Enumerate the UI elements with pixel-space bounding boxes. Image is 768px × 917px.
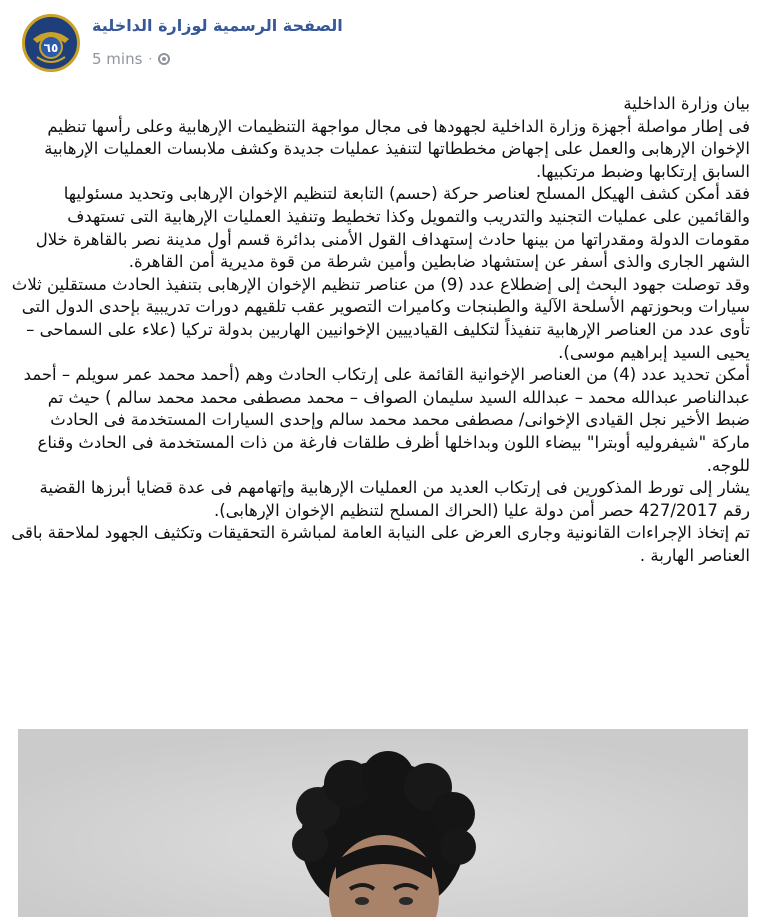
globe-icon[interactable]: [158, 53, 170, 65]
suspect-portrait-image: [18, 729, 748, 917]
post-meta: [92, 50, 170, 68]
post-body: [10, 93, 750, 567]
post-paragraph: أمكن تحديد عدد (4) من العناصر الإخوانية القائمة على إرتكاب الحادث وهم (أحمد محمد عمر سويلم – أحمد عبدالناصر عبدالله محمد – عبدالله السيد سليمان الصواف – محمد مصطفى محمد محمد سالم ) حيث تم ضبط الأخير نجل القيادى الإخوانى/ مصطفى محمد محمد سالم وإحدى السيارات المستخدمة فى الحادث ماركة "شيفروليه أوبترا" بيضاء اللون وبداخلها أظرف طلقات فارغة من ذات المستخدمة فى الحادث وقناع للوجه.: [23, 365, 750, 475]
post-photo[interactable]: [18, 729, 748, 917]
timestamp[interactable]: 5 mins: [92, 50, 143, 68]
page-name-link[interactable]: الصفحة الرسمية لوزارة الداخلية: [92, 16, 343, 35]
svg-text:٦٥: ٦٥: [43, 41, 59, 55]
post-paragraph: يشار إلى تورط المذكورين فى إرتكاب العديد من العمليات الإرهابية وإتهامهم فى عدة قضايا أبرزها القضية رقم 427/2017 حصر أمن دولة عليا (الحراك المسلح لتنظيم الإخوان الإرهابى).: [39, 478, 750, 520]
post-paragraph: تم إتخاذ الإجراءات القانونية وجارى العرض على النيابة العامة لمباشرة التحقيقات وتكثيف الجهود لملاحقة باقى العناصر الهاربة .: [11, 523, 750, 565]
ministry-emblem-icon: [25, 17, 77, 69]
post-paragraph: وقد توصلت جهود البحث إلى إضطلاع عدد (9) من عناصر تنظيم الإخوان الإرهابى بتنفيذ الحادث مستقلين ثلاث سيارات وبحوزتهم الأسلحة الآلية والطبنجات وكاميرات التصوير عقب تلقيهم دورات تدريبية بإحدى الدول التى تأوى عدد من العناصر الإرهابية تنفيذاً لتكليف القيادييين الإخوانيين الهاربين بدولة تركيا (علاء على السماحى – يحيى السيد إبراهيم موسى).: [11, 274, 750, 362]
post-paragraph: فقد أمكن كشف الهيكل المسلح لعناصر حركة (حسم) التابعة لتنظيم الإخوان الإرهابى وتحديد مسئوليها والقائمين على عمليات التجنيد والتدريب والتمويل وكذا تخطيط وتنفيذ العمليات الإرهابية التى تستهدف مقومات الدولة ومقدراتها من بينها حادث إستهداف القول الأمنى بدائرة قسم أول مدينة نصر بالقاهرة خلال الشهر الجارى والذى أسفر عن إستشهاد ضابطين وأمين شرطة من قوة مديرية أمن القاهرة.: [35, 184, 750, 272]
post-paragraph: فى إطار مواصلة أجهزة وزارة الداخلية لجهودها فى مجال مواجهة التنظيمات الإرهابية وعلى رأسها تنظيم الإخوان الإرهابى والعمل على إجهاض مخططاتها لتنفيذ عمليات جديدة وكشف ملابسات العمليات الإرهابية السابق إرتكابها وضبط مرتكبيها.: [44, 116, 750, 181]
post-header: [10, 14, 760, 78]
meta-separator: ·: [148, 52, 153, 66]
page-avatar[interactable]: [22, 14, 80, 72]
post-paragraph-title: بيان وزارة الداخلية: [623, 94, 750, 113]
